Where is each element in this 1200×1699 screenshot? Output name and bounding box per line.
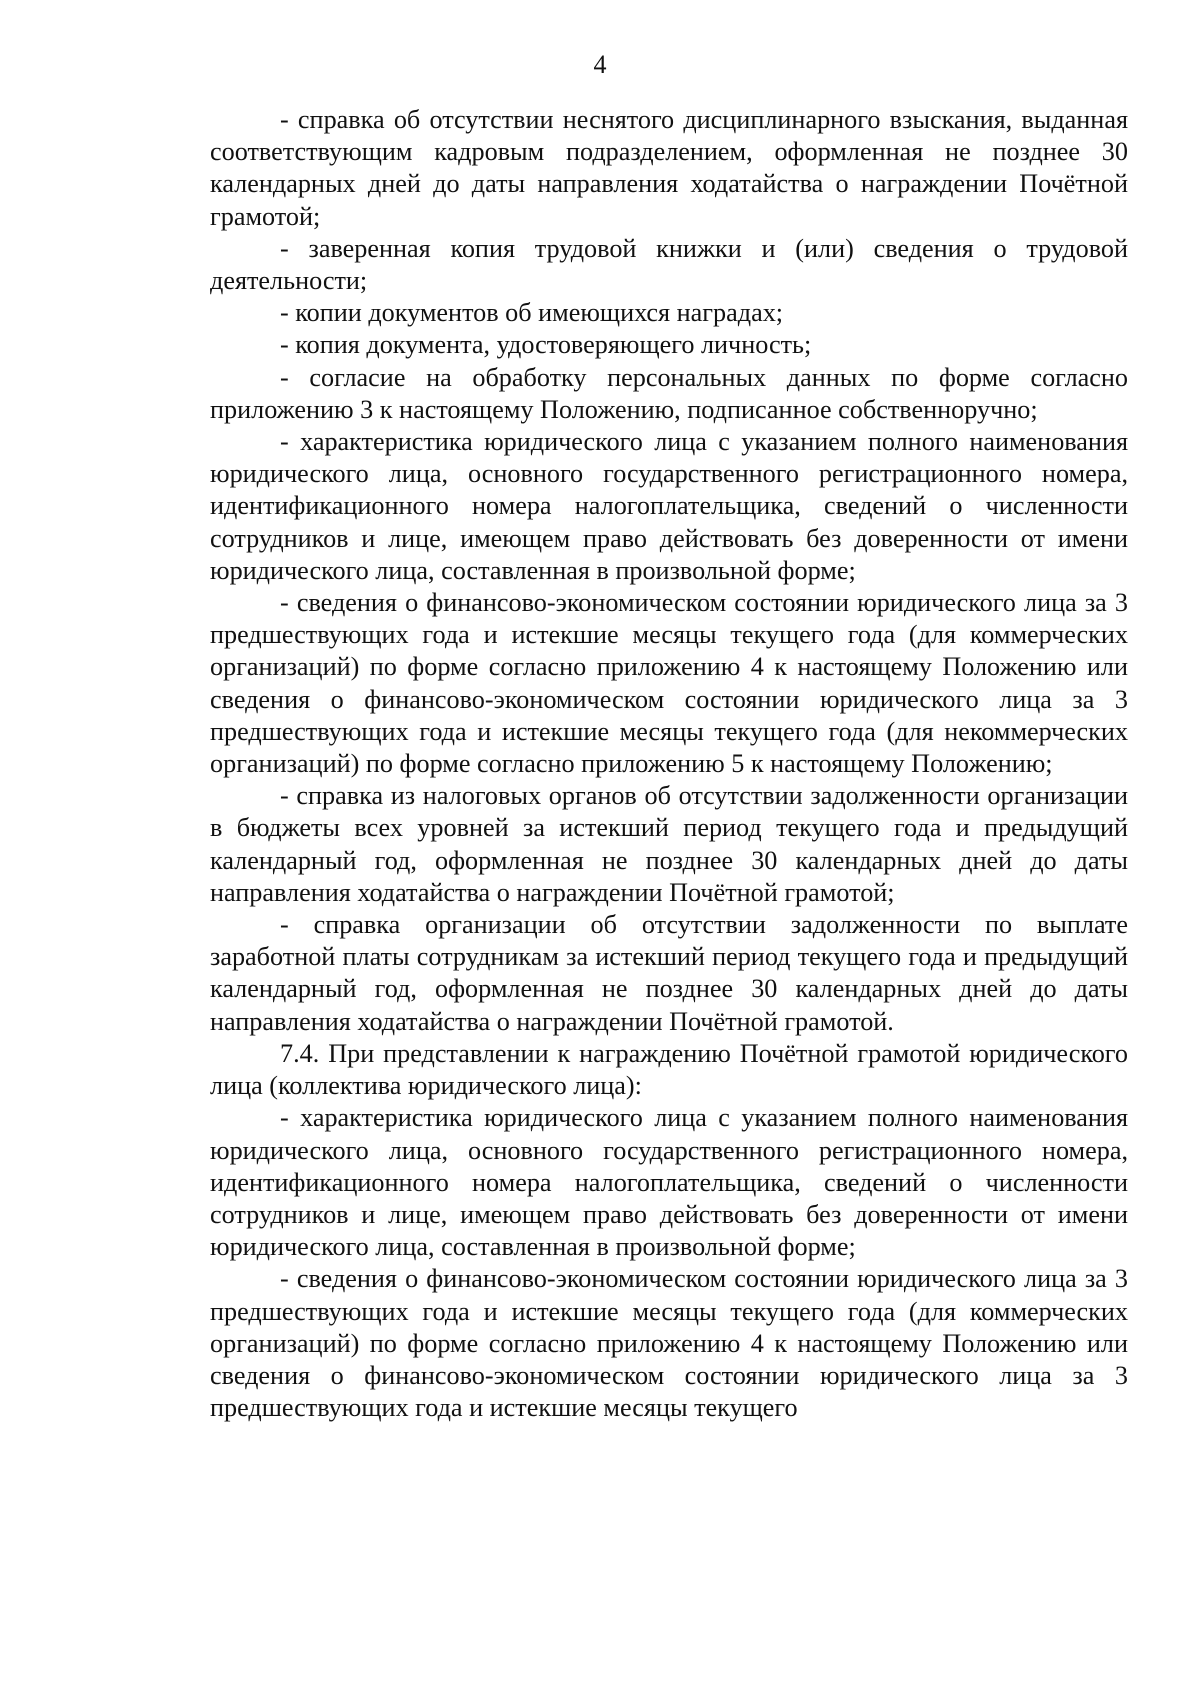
paragraph-financial-state-info: - сведения о финансово-экономическом состоянии юридического лица за 3 предшествующих года и истекшие месяцы текущего года (для коммерческих организаций) по форме согласно приложению 4 к настоящему Положению или сведения о финансово-экономическом состоянии юридического лица за 3 предшествующих года и истекшие месяцы текущего года (для некоммерческих организаций) по форме согласно приложению 5 к настоящему Положению; [210,588,1128,779]
page-number: 4 [593,50,607,79]
paragraph-identity-document: - копия документа, удостоверяющего личность; [280,330,812,360]
paragraph-disciplinary-certificate: - справка об отсутствии неснятого дисциплинарного взыскания, выданная соответствующим кадровым подразделением, оформленная не позднее 30 календарных дней до даты направления ходатайства о награждении Почётной грамотой; [210,105,1128,231]
paragraph-financial-state-info-2: - сведения о финансово-экономическом состоянии юридического лица за 3 предшествующих года и истекшие месяцы текущего года (для коммерческих организаций) по форме согласно приложению 4 к настоящему Положению или сведения о финансово-экономическом состоянии юридического лица за 3 предшествующих года и истекшие месяцы текущего [210,1264,1128,1423]
paragraph-personal-data-consent: - согласие на обработку персональных данных по форме согласно приложению 3 к настоящему Положению, подписанное собственноручно; [210,362,1128,424]
document-body [210,104,1128,1424]
paragraph-section-7-4: 7.4. При представлении к награждению Почётной грамотой юридического лица (коллектива юридического лица): [210,1038,1128,1101]
paragraph-legal-entity-characteristic: - характеристика юридического лица с указанием полного наименования юридического лица, основного государственного регистрационного номера, идентификационного номера налогоплательщика, сведений о численности сотрудников и лице, имеющем право действовать без доверенности от имени юридического лица, составленная в произвольной форме; [210,427,1128,585]
paragraph-legal-entity-characteristic-2: - характеристика юридического лица с указанием полного наименования юридического лица, основного государственного регистрационного номера, идентификационного номера налогоплательщика, сведений о численности сотрудников и лице, имеющем право действовать без доверенности от имени юридического лица, составленная в произвольной форме; [210,1103,1128,1262]
paragraph-work-record-copy: - заверенная копия трудовой книжки и (или) сведения о трудовой деятельности; [210,233,1128,296]
paragraph-tax-certificate: - справка из налоговых органов об отсутствии задолженности организации в бюджеты всех уровней за истекший период текущего года и предыдущий календарный год, оформленная не позднее 30 календарных дней до даты направления ходатайства о награждении Почётной грамотой; [210,781,1128,907]
paragraph-awards-copies: - копии документов об имеющихся наградах; [280,298,784,328]
paragraph-salary-certificate: - справка организации об отсутствии задолженности по выплате заработной платы сотрудникам за истекший период текущего года и предыдущий календарный год, оформленная не позднее 30 календарных дней до даты направления ходатайства о награждении Почётной грамотой. [210,910,1128,1036]
